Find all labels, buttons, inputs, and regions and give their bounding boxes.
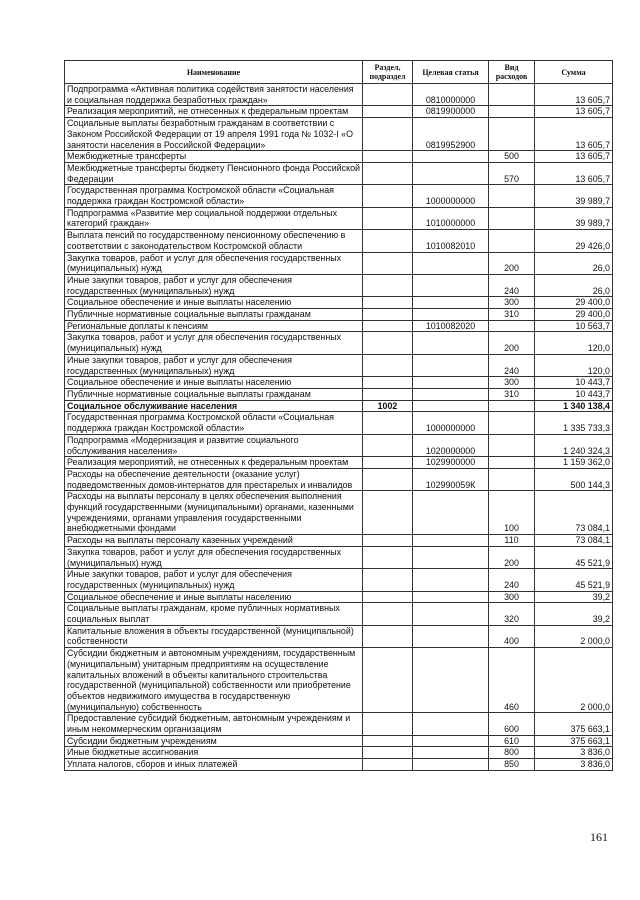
cell-expense bbox=[489, 185, 535, 207]
cell-sum: 39,2 bbox=[535, 591, 613, 603]
cell-expense: 300 bbox=[489, 297, 535, 309]
cell-section bbox=[363, 535, 413, 547]
cell-expense bbox=[489, 207, 535, 229]
cell-target: 0819952900 bbox=[413, 118, 489, 151]
table-row bbox=[65, 491, 613, 535]
cell-section bbox=[363, 354, 413, 376]
cell-target bbox=[413, 591, 489, 603]
table-row bbox=[65, 468, 613, 490]
table-row bbox=[65, 84, 613, 106]
cell-name: Межбюджетные трансферты bbox=[65, 151, 363, 163]
cell-target: 1010000000 bbox=[413, 207, 489, 229]
cell-sum: 26,0 bbox=[535, 274, 613, 296]
cell-name: Иные закупки товаров, работ и услуг для обеспечения государственных (муниципальных) нужд bbox=[65, 274, 363, 296]
cell-sum: 39 989,7 bbox=[535, 207, 613, 229]
table-row bbox=[65, 151, 613, 163]
table-row bbox=[65, 309, 613, 321]
cell-section bbox=[363, 230, 413, 252]
cell-sum: 2 000,0 bbox=[535, 625, 613, 647]
cell-sum: 45 521,9 bbox=[535, 546, 613, 568]
cell-sum: 39 989,7 bbox=[535, 185, 613, 207]
cell-sum: 1 159 362,0 bbox=[535, 457, 613, 469]
cell-target bbox=[413, 713, 489, 735]
table-row bbox=[65, 118, 613, 151]
cell-section bbox=[363, 735, 413, 747]
cell-name: Публичные нормативные социальные выплаты гражданам bbox=[65, 309, 363, 321]
table-row bbox=[65, 162, 613, 184]
table-body bbox=[65, 84, 613, 771]
cell-expense bbox=[489, 434, 535, 456]
cell-section bbox=[363, 468, 413, 490]
cell-sum: 73 084,1 bbox=[535, 535, 613, 547]
cell-sum: 73 084,1 bbox=[535, 491, 613, 535]
cell-target: 102990059К bbox=[413, 468, 489, 490]
cell-target bbox=[413, 625, 489, 647]
cell-sum: 13 605,7 bbox=[535, 106, 613, 118]
cell-sum: 2 000,0 bbox=[535, 648, 613, 713]
cell-expense bbox=[489, 457, 535, 469]
cell-name: Социальные выплаты гражданам, кроме публичных нормативных социальных выплат bbox=[65, 603, 363, 625]
cell-expense: 300 bbox=[489, 591, 535, 603]
table-row bbox=[65, 354, 613, 376]
cell-expense bbox=[489, 118, 535, 151]
cell-expense: 110 bbox=[489, 535, 535, 547]
cell-expense: 460 bbox=[489, 648, 535, 713]
cell-target bbox=[413, 377, 489, 389]
table-row bbox=[65, 457, 613, 469]
cell-target: 1010082020 bbox=[413, 320, 489, 332]
cell-expense bbox=[489, 320, 535, 332]
cell-name: Государственная программа Костромской области «Социальная поддержка граждан Костромской области» bbox=[65, 412, 363, 434]
cell-expense bbox=[489, 412, 535, 434]
cell-name: Иные закупки товаров, работ и услуг для обеспечения государственных (муниципальных) нужд bbox=[65, 569, 363, 591]
cell-target bbox=[413, 735, 489, 747]
table-row bbox=[65, 412, 613, 434]
cell-expense: 610 bbox=[489, 735, 535, 747]
cell-target bbox=[413, 162, 489, 184]
cell-target bbox=[413, 648, 489, 713]
cell-section bbox=[363, 297, 413, 309]
cell-name: Публичные нормативные социальные выплаты гражданам bbox=[65, 388, 363, 400]
cell-name: Подпрограмма «Развитие мер социальной поддержки отдельных категорий граждан» bbox=[65, 207, 363, 229]
cell-expense: 240 bbox=[489, 569, 535, 591]
cell-section bbox=[363, 252, 413, 274]
cell-sum: 10 443,7 bbox=[535, 377, 613, 389]
cell-name: Подпрограмма «Модернизация и развитие социального обслуживания населения» bbox=[65, 434, 363, 456]
cell-target bbox=[413, 151, 489, 163]
cell-sum: 13 605,7 bbox=[535, 84, 613, 106]
cell-target bbox=[413, 747, 489, 759]
table-row bbox=[65, 648, 613, 713]
cell-target bbox=[413, 354, 489, 376]
cell-target bbox=[413, 297, 489, 309]
table-row bbox=[65, 569, 613, 591]
cell-sum: 10 563,7 bbox=[535, 320, 613, 332]
cell-sum: 3 836,0 bbox=[535, 747, 613, 759]
cell-sum: 120,0 bbox=[535, 354, 613, 376]
cell-name: Подпрограмма «Активная политика содействия занятости населения и социальная поддержка безработных граждан» bbox=[65, 84, 363, 106]
cell-section bbox=[363, 747, 413, 759]
cell-expense bbox=[489, 230, 535, 252]
cell-sum: 1 335 733,3 bbox=[535, 412, 613, 434]
cell-target bbox=[413, 546, 489, 568]
cell-section bbox=[363, 434, 413, 456]
cell-expense: 100 bbox=[489, 491, 535, 535]
header-expense: Вид расходов bbox=[489, 61, 535, 84]
table-row bbox=[65, 546, 613, 568]
cell-name: Иные бюджетные ассигнования bbox=[65, 747, 363, 759]
cell-section bbox=[363, 320, 413, 332]
cell-sum: 45 521,9 bbox=[535, 569, 613, 591]
cell-expense bbox=[489, 84, 535, 106]
cell-sum: 29 400,0 bbox=[535, 309, 613, 321]
cell-expense: 400 bbox=[489, 625, 535, 647]
cell-section bbox=[363, 162, 413, 184]
cell-sum: 375 663,1 bbox=[535, 735, 613, 747]
cell-sum: 3 836,0 bbox=[535, 759, 613, 771]
cell-name: Расходы на обеспечение деятельности (оказание услуг) подведомственных домов-интернатов для престарелых и инвалидов bbox=[65, 468, 363, 490]
cell-section bbox=[363, 591, 413, 603]
cell-sum: 13 605,7 bbox=[535, 151, 613, 163]
cell-name: Социальные выплаты безработным гражданам в соответствии с Законом Российской Федерации от 19 апреля 1991 года № 1032-I «О занятости населения в Российской Федерации» bbox=[65, 118, 363, 151]
cell-name: Закупка товаров, работ и услуг для обеспечения государственных (муниципальных) нужд bbox=[65, 252, 363, 274]
page-number: 161 bbox=[590, 830, 608, 844]
budget-table bbox=[64, 60, 613, 771]
cell-target bbox=[413, 309, 489, 321]
cell-section bbox=[363, 412, 413, 434]
cell-expense: 850 bbox=[489, 759, 535, 771]
cell-target: 0819900000 bbox=[413, 106, 489, 118]
cell-target bbox=[413, 332, 489, 354]
cell-section bbox=[363, 648, 413, 713]
table-row bbox=[65, 332, 613, 354]
table-row bbox=[65, 297, 613, 309]
table-row bbox=[65, 713, 613, 735]
table-row bbox=[65, 434, 613, 456]
cell-expense bbox=[489, 400, 535, 412]
table-row bbox=[65, 759, 613, 771]
cell-target bbox=[413, 252, 489, 274]
cell-sum: 13 605,7 bbox=[535, 162, 613, 184]
cell-name: Уплата налогов, сборов и иных платежей bbox=[65, 759, 363, 771]
cell-target bbox=[413, 535, 489, 547]
cell-name: Региональные доплаты к пенсиям bbox=[65, 320, 363, 332]
cell-expense: 310 bbox=[489, 309, 535, 321]
cell-section bbox=[363, 625, 413, 647]
cell-sum: 500 144,3 bbox=[535, 468, 613, 490]
cell-name: Социальное обеспечение и иные выплаты населению bbox=[65, 591, 363, 603]
cell-section bbox=[363, 377, 413, 389]
header-sum: Сумма bbox=[535, 61, 613, 84]
cell-name: Выплата пенсий по государственному пенсионному обеспечению в соответствии с законодательством Костромской области bbox=[65, 230, 363, 252]
cell-sum: 120,0 bbox=[535, 332, 613, 354]
cell-expense bbox=[489, 468, 535, 490]
cell-expense: 500 bbox=[489, 151, 535, 163]
table-row bbox=[65, 747, 613, 759]
cell-target bbox=[413, 274, 489, 296]
cell-sum: 29 426,0 bbox=[535, 230, 613, 252]
cell-section bbox=[363, 118, 413, 151]
cell-section bbox=[363, 185, 413, 207]
cell-expense: 300 bbox=[489, 377, 535, 389]
table-row bbox=[65, 230, 613, 252]
cell-sum: 29 400,0 bbox=[535, 297, 613, 309]
cell-section bbox=[363, 388, 413, 400]
cell-expense: 800 bbox=[489, 747, 535, 759]
cell-section bbox=[363, 569, 413, 591]
table-header-row bbox=[65, 61, 613, 84]
cell-target: 1000000000 bbox=[413, 412, 489, 434]
cell-sum: 10 443,7 bbox=[535, 388, 613, 400]
cell-section bbox=[363, 207, 413, 229]
cell-section: 1002 bbox=[363, 400, 413, 412]
cell-sum: 1 240 324,3 bbox=[535, 434, 613, 456]
cell-expense: 200 bbox=[489, 332, 535, 354]
cell-target: 0810000000 bbox=[413, 84, 489, 106]
cell-expense: 320 bbox=[489, 603, 535, 625]
cell-name: Расходы на выплаты персоналу казенных учреждений bbox=[65, 535, 363, 547]
cell-name: Государственная программа Костромской области «Социальная поддержка граждан Костромской области» bbox=[65, 185, 363, 207]
cell-name: Закупка товаров, работ и услуг для обеспечения государственных (муниципальных) нужд bbox=[65, 332, 363, 354]
cell-name: Межбюджетные трансферты бюджету Пенсионного фонда Российской Федерации bbox=[65, 162, 363, 184]
cell-target bbox=[413, 400, 489, 412]
table-row bbox=[65, 274, 613, 296]
cell-section bbox=[363, 713, 413, 735]
cell-name: Закупка товаров, работ и услуг для обеспечения государственных (муниципальных) нужд bbox=[65, 546, 363, 568]
cell-target bbox=[413, 569, 489, 591]
cell-target: 1000000000 bbox=[413, 185, 489, 207]
cell-expense: 600 bbox=[489, 713, 535, 735]
table-row bbox=[65, 535, 613, 547]
table-row bbox=[65, 106, 613, 118]
cell-target bbox=[413, 603, 489, 625]
cell-section bbox=[363, 309, 413, 321]
cell-section bbox=[363, 546, 413, 568]
table-row bbox=[65, 320, 613, 332]
table-row bbox=[65, 603, 613, 625]
cell-section bbox=[363, 457, 413, 469]
cell-section bbox=[363, 274, 413, 296]
table-row bbox=[65, 735, 613, 747]
cell-target bbox=[413, 388, 489, 400]
cell-section bbox=[363, 759, 413, 771]
cell-name: Предоставление субсидий бюджетным, автономным учреждениям и иным некоммерческим организациям bbox=[65, 713, 363, 735]
cell-target: 1020000000 bbox=[413, 434, 489, 456]
cell-name: Социальное обслуживание населения bbox=[65, 400, 363, 412]
cell-name: Капитальные вложения в объекты государственной (муниципальной) собственности bbox=[65, 625, 363, 647]
cell-expense: 240 bbox=[489, 274, 535, 296]
cell-section bbox=[363, 332, 413, 354]
cell-expense: 200 bbox=[489, 546, 535, 568]
cell-section bbox=[363, 106, 413, 118]
table-row bbox=[65, 388, 613, 400]
header-target: Целевая статья bbox=[413, 61, 489, 84]
cell-expense bbox=[489, 106, 535, 118]
cell-target: 1010082010 bbox=[413, 230, 489, 252]
header-name: Наименование bbox=[65, 61, 363, 84]
cell-name: Расходы на выплаты персоналу в целях обеспечения выполнения функций государственными (муниципальными) органами, казенными учреждениями, органами управления государственными внебюджетными фондами bbox=[65, 491, 363, 535]
table-row bbox=[65, 207, 613, 229]
header-section: Раздел, подраздел bbox=[363, 61, 413, 84]
cell-sum: 26,0 bbox=[535, 252, 613, 274]
cell-sum: 375 663,1 bbox=[535, 713, 613, 735]
cell-section bbox=[363, 603, 413, 625]
cell-name: Иные закупки товаров, работ и услуг для обеспечения государственных (муниципальных) нужд bbox=[65, 354, 363, 376]
cell-section bbox=[363, 84, 413, 106]
table-row bbox=[65, 252, 613, 274]
cell-name: Социальное обеспечение и иные выплаты населению bbox=[65, 377, 363, 389]
cell-expense: 200 bbox=[489, 252, 535, 274]
table-row bbox=[65, 377, 613, 389]
cell-target bbox=[413, 759, 489, 771]
cell-expense: 240 bbox=[489, 354, 535, 376]
cell-target bbox=[413, 491, 489, 535]
cell-name: Субсидии бюджетным и автономным учреждениям, государственным (муниципальным) унитарным предприятиям на осуществление капитальных вложений в объекты капитального строительства государственной (муниципальной) собственности или приобретение объектов недвижимого имущества в государственную (муниципальную) собственность bbox=[65, 648, 363, 713]
cell-name: Субсидии бюджетным учреждениям bbox=[65, 735, 363, 747]
cell-sum: 1 340 138,4 bbox=[535, 400, 613, 412]
cell-sum: 39,2 bbox=[535, 603, 613, 625]
cell-section bbox=[363, 491, 413, 535]
cell-expense: 310 bbox=[489, 388, 535, 400]
table-row bbox=[65, 591, 613, 603]
cell-expense: 570 bbox=[489, 162, 535, 184]
cell-name: Социальное обеспечение и иные выплаты населению bbox=[65, 297, 363, 309]
cell-sum: 13 605,7 bbox=[535, 118, 613, 151]
table-row bbox=[65, 400, 613, 412]
cell-name: Реализация мероприятий, не отнесенных к федеральным проектам bbox=[65, 457, 363, 469]
cell-name: Реализация мероприятий, не отнесенных к федеральным проектам bbox=[65, 106, 363, 118]
table-row bbox=[65, 185, 613, 207]
table-row bbox=[65, 625, 613, 647]
cell-target: 1029900000 bbox=[413, 457, 489, 469]
cell-section bbox=[363, 151, 413, 163]
